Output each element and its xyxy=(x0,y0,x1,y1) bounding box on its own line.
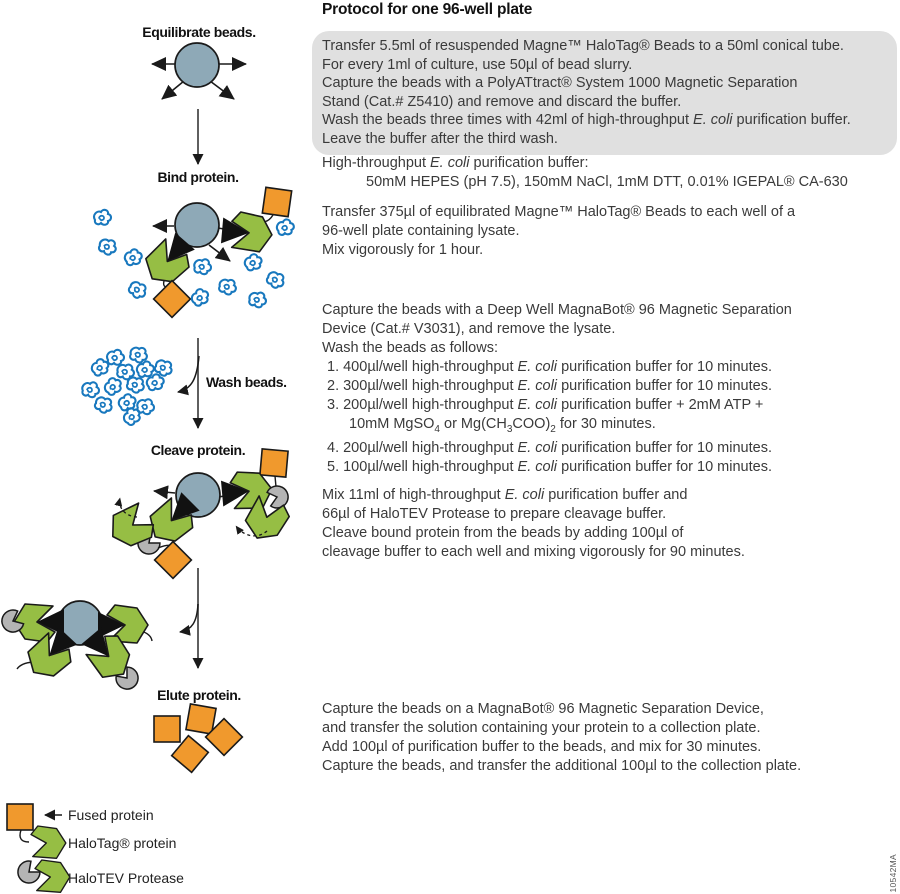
halotag-protein-icon xyxy=(221,211,274,253)
equilibrate-instructions-box xyxy=(312,31,897,155)
instruction-line: Stand (Cat.# Z5410) and remove and discard the buffer. xyxy=(322,93,682,110)
step-label-bind: Bind protein. xyxy=(157,169,239,185)
halotag-protein-icon xyxy=(35,860,70,892)
instruction-line: High-throughput E. coli purification buffer: xyxy=(322,155,589,171)
ecoli-protein-icon xyxy=(102,375,124,397)
instruction-line: Capture the beads, and transfer the additional 100µl to the collection plate. xyxy=(322,758,802,774)
elute-step xyxy=(0,568,242,772)
wash-step xyxy=(81,338,287,428)
bead-arrow-icon xyxy=(162,81,184,99)
instruction-line: Capture the beads with a Deep Well MagnaBot® 96 Magnetic Separation xyxy=(322,302,792,318)
legend xyxy=(7,804,184,892)
fused-protein-icon xyxy=(154,281,191,318)
legend-label-fused-protein: Fused protein xyxy=(68,807,154,823)
step-label-elute: Elute protein. xyxy=(157,687,241,703)
ecoli-protein-icon xyxy=(127,279,150,301)
fusion-linker xyxy=(20,830,29,842)
bind-step xyxy=(94,169,295,317)
flow-diagram xyxy=(0,0,320,894)
ecoli-protein-icon xyxy=(217,277,238,297)
instruction-line: For every 1ml of culture, use 50µl of bead slurry. xyxy=(322,56,633,73)
ecoli-protein-icon xyxy=(93,394,115,415)
magnetic-bead-icon xyxy=(175,43,219,87)
instruction-line: Capture the beads on a MagnaBot® 96 Magnetic Separation Device, xyxy=(322,701,764,717)
instruction-line: Capture the beads with a PolyATtract® System 1000 Magnetic Separation xyxy=(322,75,798,91)
wash-branch-arrow xyxy=(178,356,199,392)
instruction-line: Transfer 5.5ml of resuspended Magne™ HaloTag® Beads to a 50ml conical tube. xyxy=(322,38,844,54)
wash-step-line: 1. 400µl/well high-throughput E. coli purification buffer for 10 minutes. xyxy=(327,359,772,375)
figure-code: 10542MA xyxy=(888,853,898,892)
ecoli-protein-icon xyxy=(94,210,111,225)
elute-branch-arrow xyxy=(180,604,198,632)
ecoli-protein-icon xyxy=(121,405,144,427)
wash-step-line: 4. 200µl/well high-throughput E. coli purification buffer for 10 minutes. xyxy=(327,439,772,456)
instruction-line: cleavage buffer to each well and mixing vigorously for 90 minutes. xyxy=(322,544,745,560)
ecoli-protein-icon xyxy=(276,218,295,236)
wash-step-line: 10mM MgSO$_4$ or $Mg(CH_3COO)_2$ for 30 minutes. xyxy=(349,416,656,435)
ecoli-protein-icon xyxy=(123,248,143,267)
ecoli-protein-icon xyxy=(193,258,212,276)
fused-protein-icon xyxy=(262,187,291,216)
equilibrate-step xyxy=(142,24,255,164)
wash-step-line: 5. 100µl/well high-throughput E. coli purification buffer for 10 minutes. xyxy=(327,458,772,475)
buffer-recipe-note xyxy=(322,154,894,192)
instruction-line: 96-well plate containing lysate. xyxy=(322,223,520,239)
step-label-wash: Wash beads. xyxy=(206,374,287,390)
instruction-line: Mix vigorously for 1 hour. xyxy=(322,242,484,258)
instruction-line: Add 100µl of purification buffer to the beads, and mix for 30 minutes. xyxy=(322,739,762,755)
instruction-line: Wash the beads as follows: xyxy=(322,340,498,356)
instruction-line: and transfer the solution containing your protein to a collection plate. xyxy=(322,720,761,736)
ecoli-protein-icon xyxy=(81,381,100,399)
halotev-protease-icon xyxy=(13,858,42,887)
bind-instructions xyxy=(322,203,894,260)
instruction-line: 50mM HEPES (pH 7.5), 150mM NaCl, 1mM DTT, 0.01% IGEPAL® CA-630 xyxy=(366,174,848,190)
ecoli-protein-icon xyxy=(243,252,264,272)
instruction-line: 66µl of HaloTEV Protease to prepare cleavage buffer. xyxy=(322,506,667,522)
fused-protein-icon xyxy=(260,449,288,477)
instruction-line: Device (Cat.# V3031), and remove the lysate. xyxy=(322,321,616,337)
ecoli-protein-icon xyxy=(265,269,287,291)
capture-wash-instructions xyxy=(322,301,894,477)
fused-protein-icon xyxy=(7,804,33,830)
cleave-step xyxy=(104,442,293,578)
step-label-cleave: Cleave protein. xyxy=(150,442,246,458)
fused-protein-icon xyxy=(154,716,180,742)
wash-step-line: 3. 200µl/well high-throughput E. coli purification buffer + 2mM ATP + xyxy=(327,397,764,413)
legend-label-halotag-protein: HaloTag® protein xyxy=(68,835,177,851)
bead-arrow-icon xyxy=(210,81,234,99)
page-title: Protocol for one 96-well plate xyxy=(322,1,533,18)
bead-arrow-icon xyxy=(154,491,175,493)
instruction-line: Wash the beads three times with 42ml of high-throughput E. coli purification buffer. xyxy=(322,112,851,128)
ecoli-protein-icon xyxy=(107,350,124,365)
ecoli-protein-icon xyxy=(248,290,268,309)
halotag-protein-icon xyxy=(31,826,66,858)
instruction-line: Transfer 375µl of equilibrated Magne™ HaloTag® Beads to each well of a xyxy=(322,204,796,220)
bead-arrow-icon xyxy=(209,245,230,261)
wash-step-line: 2. 300µl/well high-throughput E. coli purification buffer for 10 minutes. xyxy=(327,378,772,394)
cleave-instructions xyxy=(322,486,894,562)
instruction-line: Mix 11ml of high-throughput E. coli purification buffer and xyxy=(322,487,688,503)
step-label-equilibrate: Equilibrate beads. xyxy=(142,24,256,40)
legend-label-halotev-protease: HaloTEV Protease xyxy=(68,870,184,886)
instruction-line: Cleave bound protein from the beads by adding 100µl of xyxy=(322,525,684,541)
ecoli-protein-icon xyxy=(189,286,211,307)
fused-protein-icon xyxy=(186,704,216,734)
elute-instructions xyxy=(322,700,894,776)
ecoli-protein-icon xyxy=(97,236,119,257)
instruction-line: Leave the buffer after the third wash. xyxy=(322,130,558,147)
